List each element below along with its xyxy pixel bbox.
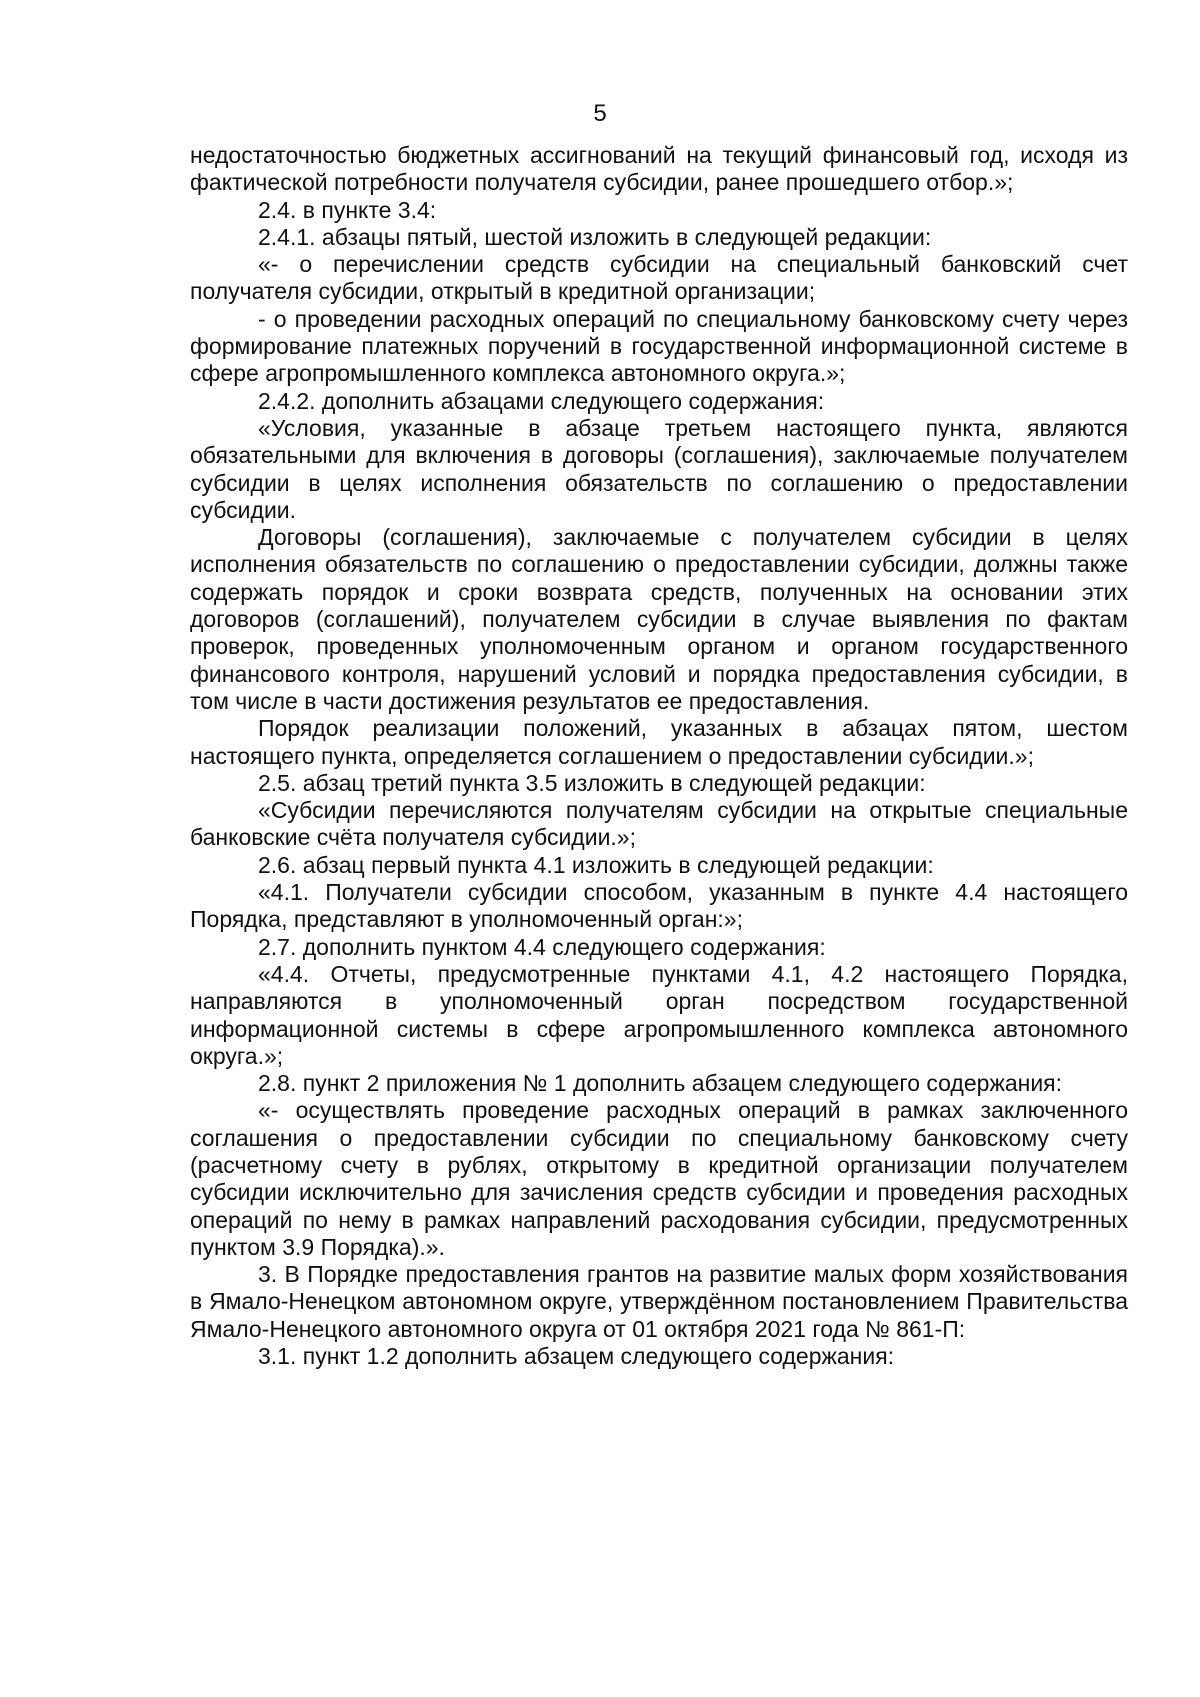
paragraph: 2.7. дополнить пунктом 4.4 следующего содержания: [258, 933, 826, 960]
paragraph: Порядок реализации положений, указанных в абзацах пятом, шестом настоящего пункта, определяется соглашением о предоставлении субсидии.»; [190, 715, 1128, 769]
paragraph: 2.5. абзац третий пункта 3.5 изложить в следующей редакции: [258, 769, 926, 796]
paragraph: 2.8. пункт 2 приложения № 1 дополнить абзацем следующего содержания: [258, 1070, 1063, 1097]
page-number: 5 [593, 100, 607, 127]
paragraph: «4.4. Отчеты, предусмотренные пунктами 4.1, 4.2 настоящего Порядка, направляются в уполномоченный орган посредством государственной информационной системы в сфере агропромышленного комплекса автономного округа.»; [190, 960, 1128, 1069]
paragraph: «- осуществлять проведение расходных операций в рамках заключенного соглашения о предоставлении субсидии по специальному банковскому счету (расчетному счету в рублях, открытому в кредитной организации получателем субсидии исключительно для зачисления средств субсидии и проведения расходных операций по нему в рамках направлений расходования субсидии, предусмотренных пунктом 3.9 Порядка).». [190, 1097, 1128, 1260]
paragraph: Договоры (соглашения), заключаемые с получателем субсидии в целях исполнения обязательств по соглашению о предоставлении субсидии, должны также содержать порядок и сроки возврата средств, полученных на основании этих договоров (соглашений), получателем субсидии в случае выявления по фактам проверок, проведенных уполномоченным органом и органом государственного финансового контроля, нарушений условий и порядка предоставления субсидии, в том числе в части достижения результатов ее предоставления. [190, 524, 1128, 714]
paragraph: - о проведении расходных операций по специальному банковскому счету через формирование платежных поручений в государственной информационной системе в сфере агропромышленного комплекса автономного округа.»; [190, 305, 1128, 387]
document-body [190, 142, 1128, 1370]
paragraph: 2.6. абзац первый пункта 4.1 изложить в следующей редакции: [258, 851, 934, 878]
paragraph: «4.1. Получатели субсидии способом, указанным в пункте 4.4 настоящего Порядка, представляют в уполномоченный орган:»; [190, 879, 1128, 933]
paragraph: 2.4.2. дополнить абзацами следующего содержания: [258, 387, 825, 414]
paragraph: «- о перечислении средств субсидии на специальный банковский счет получателя субсидии, открытый в кредитной организации; [190, 251, 1128, 305]
paragraph: «Условия, указанные в абзаце третьем настоящего пункта, являются обязательными для включения в договоры (соглашения), заключаемые получателем субсидии в целях исполнения обязательств по соглашению о предоставлении субсидии. [190, 414, 1128, 523]
paragraph: недостаточностью бюджетных ассигнований на текущий финансовый год, исходя из фактической потребности получателя субсидии, ранее прошедшего отбор.»; [190, 142, 1128, 196]
paragraph: «Субсидии перечисляются получателям субсидии на открытые специальные банковские счёта получателя субсидии.»; [190, 797, 1128, 851]
paragraph: 2.4.1. абзацы пятый, шестой изложить в следующей редакции: [258, 223, 932, 250]
paragraph: 3. В Порядке предоставления грантов на развитие малых форм хозяйствования в Ямало-Ненецком автономном округе, утверждённом постановлением Правительства Ямало-Ненецкого автономного округа от 01 октября 2021 года № 861-П: [190, 1261, 1128, 1342]
paragraph: 2.4. в пункте 3.4: [258, 196, 437, 223]
paragraph: 3.1. пункт 1.2 дополнить абзацем следующего содержания: [258, 1343, 895, 1370]
